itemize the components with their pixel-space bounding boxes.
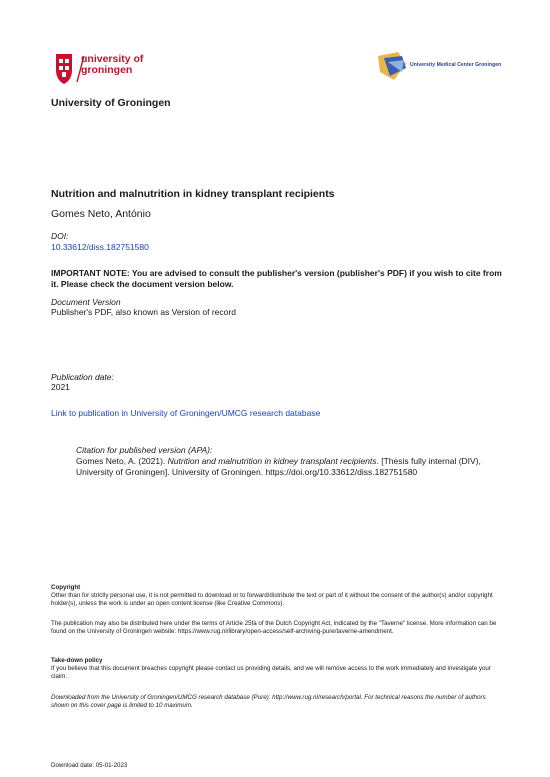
publication-date-value: 2021 bbox=[51, 382, 70, 392]
doi-label: DOI: bbox=[51, 231, 69, 241]
copyright-heading: Copyright bbox=[51, 584, 81, 591]
taverne-text: The publication may also be distributed here under the terms of Article 25fa of the Dutch Copyright Act, indicated by the "Taverne" license. More information can be found on the University of Groningen website: https://www.rug.nl/library/open-access/self-archiving-pure/taverne-amendment. bbox=[51, 620, 497, 635]
takedown-heading: Take-down policy bbox=[51, 657, 103, 664]
citation-suffix: . [Thesis fully internal (DIV), University of Groningen]. University of Groningen. https://doi.org/10.33612/diss.182751580 bbox=[76, 456, 481, 477]
citation-label: Citation for published version (APA): bbox=[76, 445, 213, 455]
umcg-logo-text: University Medical Center Groningen bbox=[410, 62, 502, 68]
document-version-label: Document Version bbox=[51, 297, 121, 307]
citation-prefix: Gomes Neto, A. (2021). bbox=[76, 456, 168, 466]
copyright-text: Other than for strictly personal use, it is not permitted to download or to forward/distribute the text or part of it without the consent of the author(s) and/or copyright holder(s), unless the work is under an open content license (like Creative Commons). bbox=[51, 592, 493, 607]
publication-date-label: Publication date: bbox=[51, 372, 114, 382]
citation-text bbox=[76, 456, 506, 477]
downloaded-from-text: Downloaded from the University of Groningen/UMCG research database (Pure): http://www.rug.nl/research/portal. For technical reasons the number of authors shown on this cover page is limited to 10 maximum. bbox=[51, 694, 486, 709]
doi-link[interactable]: 10.33612/diss.182751580 bbox=[51, 242, 149, 252]
takedown-text: If you believe that this document breaches copyright please contact us providing details, and we will remove access to the work immediately and investigate your claim. bbox=[51, 665, 491, 680]
research-database-link[interactable]: Link to publication in University of Groningen/UMCG research database bbox=[51, 408, 321, 418]
citation-title: Nutrition and malnutrition in kidney transplant recipients bbox=[167, 456, 377, 466]
author: Gomes Neto, António bbox=[51, 208, 151, 220]
thesis-title: Nutrition and malnutrition in kidney transplant recipients bbox=[51, 188, 335, 200]
institution-name: University of Groningen bbox=[51, 97, 171, 109]
document-version-value: Publisher's PDF, also known as Version of record bbox=[51, 307, 236, 317]
important-note: IMPORTANT NOTE: You are advised to consult the publisher's version (publisher's PDF) if you wish to cite from it. Please check the document version below. bbox=[51, 268, 502, 289]
rug-logo-text: university of groningen bbox=[81, 53, 144, 76]
download-date: Download date: 05-01-2023 bbox=[51, 762, 128, 769]
